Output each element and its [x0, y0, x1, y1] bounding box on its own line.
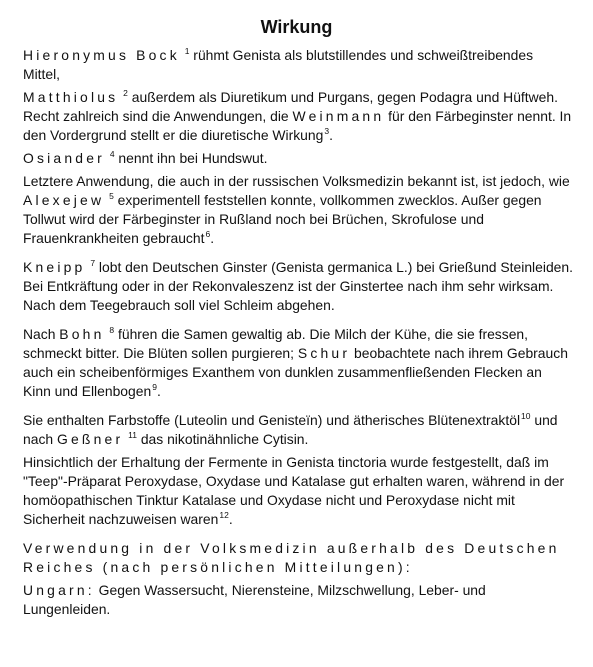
- paragraph-p3: [23, 149, 573, 168]
- paragraph-p6: [23, 325, 573, 401]
- text-run: außerdem als Diuretikum und Purgans, gegen Podagra und Hüftweh. Recht zahlreich sind die Anwendungen, die: [23, 89, 558, 124]
- footnote-ref: 1: [184, 46, 190, 56]
- paragraph-p7: [23, 411, 573, 449]
- paragraph-p2: [23, 88, 573, 145]
- text-run: .: [210, 230, 215, 246]
- text-run: [105, 150, 109, 166]
- paragraph-p10: [23, 581, 573, 619]
- text-run: nennt ihn bei Hundswut.: [114, 150, 268, 166]
- spaced-name: Weinmann: [292, 108, 385, 124]
- text-run: [105, 326, 109, 342]
- text-run: beobachtete nach ihrem Gebrauch auch ein scheibenförmiges Exanthem von dunklen zusammenfließenden Flecken an Kinn und Ellenbogen: [23, 345, 568, 399]
- footnote-ref: 3: [324, 126, 330, 136]
- footnote-ref: 7: [90, 258, 96, 268]
- text-run: rühmt Genista als blutstillendes und schweißtreibendes Mittel,: [23, 47, 534, 82]
- spaced-name: Schur: [297, 345, 351, 361]
- footnote-ref: 10: [521, 411, 531, 421]
- text-run: das nikotinähnliche Cytisin.: [136, 431, 309, 447]
- text-run: [180, 47, 184, 63]
- spaced-name: Matthiolus: [23, 89, 119, 105]
- spaced-name: Bohn: [59, 326, 105, 342]
- paragraph-p5: [23, 258, 573, 315]
- spaced-name: Hieronymus Bock: [23, 47, 180, 63]
- text-run: Gegen Wassersucht, Nierensteine, Milzschwellung, Leber- und Lungenleiden.: [23, 582, 486, 617]
- paragraph-p8: [23, 453, 573, 529]
- spaced-name: Kneipp: [23, 259, 86, 275]
- text-run: Nach: [23, 326, 60, 342]
- text-run: Hinsichtlich der Erhaltung der Fermente in Genista tinctoria wurde festgestellt, daß im "Teep"-Präparat Peroxydase, Oxydase und Katalase gut erhalten waren, während in der homöopathischen Tinktur Katalase und Oxydase nicht und Peroxydase nicht mit Sicherheit nachzuweisen waren: [23, 454, 565, 527]
- text-run: [85, 259, 89, 275]
- text-run: .: [329, 127, 333, 143]
- text-run: .: [228, 511, 233, 527]
- footnote-ref: 11: [128, 430, 137, 440]
- text-run: [123, 431, 127, 447]
- text-run: experimentell feststellen konnte, vollkommen zwecklos. Außer gegen Tollwut wird der Färbeginster in Rußland noch bei Brüchen, Skrofulose und Frauenkrankheiten gebraucht: [23, 192, 542, 246]
- text-run: führen die Samen gewaltig ab. Die Milch der Kühe, die sie fressen, schmeckt bitter. Die Blüten sollen purgieren;: [23, 326, 528, 361]
- document-body: [23, 46, 593, 619]
- footnote-ref: 8: [109, 325, 115, 335]
- paragraph-p9: [23, 539, 573, 577]
- paragraph-p4: [23, 172, 573, 248]
- spaced-name: Geßner: [56, 431, 124, 447]
- text-run: lobt den Deutschen Ginster (Genista germanica L.) bei Grießund Steinleiden. Bei Entkräftung oder in der Rekonvaleszenz ist der Ginstertee nach ihm sehr wirksam. Nach dem Teegebrauch soll viel Schleim abgehen.: [23, 259, 573, 313]
- spaced-name: Alexejew: [23, 192, 105, 208]
- footnote-ref: 12: [219, 510, 229, 520]
- paragraph-p1: [23, 46, 573, 84]
- footnote-ref: 5: [109, 191, 114, 201]
- page-title: Wirkung: [260, 17, 333, 37]
- text-run: .: [156, 383, 161, 399]
- text-run: Letztere Anwendung, die auch in der russischen Volksmedizin bekannt ist, ist jedoch, wie: [23, 173, 570, 189]
- text-run: [104, 192, 108, 208]
- text-run: [118, 89, 122, 105]
- footnote-ref: 4: [109, 149, 115, 159]
- text-run: für den Färbeginster nennt. In den Vordergrund stellt er die diuretische Wirkung: [23, 108, 572, 143]
- text-run: und nach: [23, 412, 558, 447]
- footnote-ref: 9: [152, 382, 157, 392]
- spaced-name: Ungarn:: [23, 582, 95, 598]
- spaced-name: Osiander: [23, 150, 105, 166]
- footnote-ref: 6: [205, 229, 211, 239]
- text-run: Sie enthalten Farbstoffe (Luteolin und Genisteïn) und ätherisches Blütenextraktöl: [23, 412, 521, 428]
- footnote-ref: 2: [123, 88, 128, 98]
- spaced-name: Verwendung in der Volksmedizin außerhalb des Deutschen Reiches (nach persönlichen Mitteilungen):: [23, 540, 560, 575]
